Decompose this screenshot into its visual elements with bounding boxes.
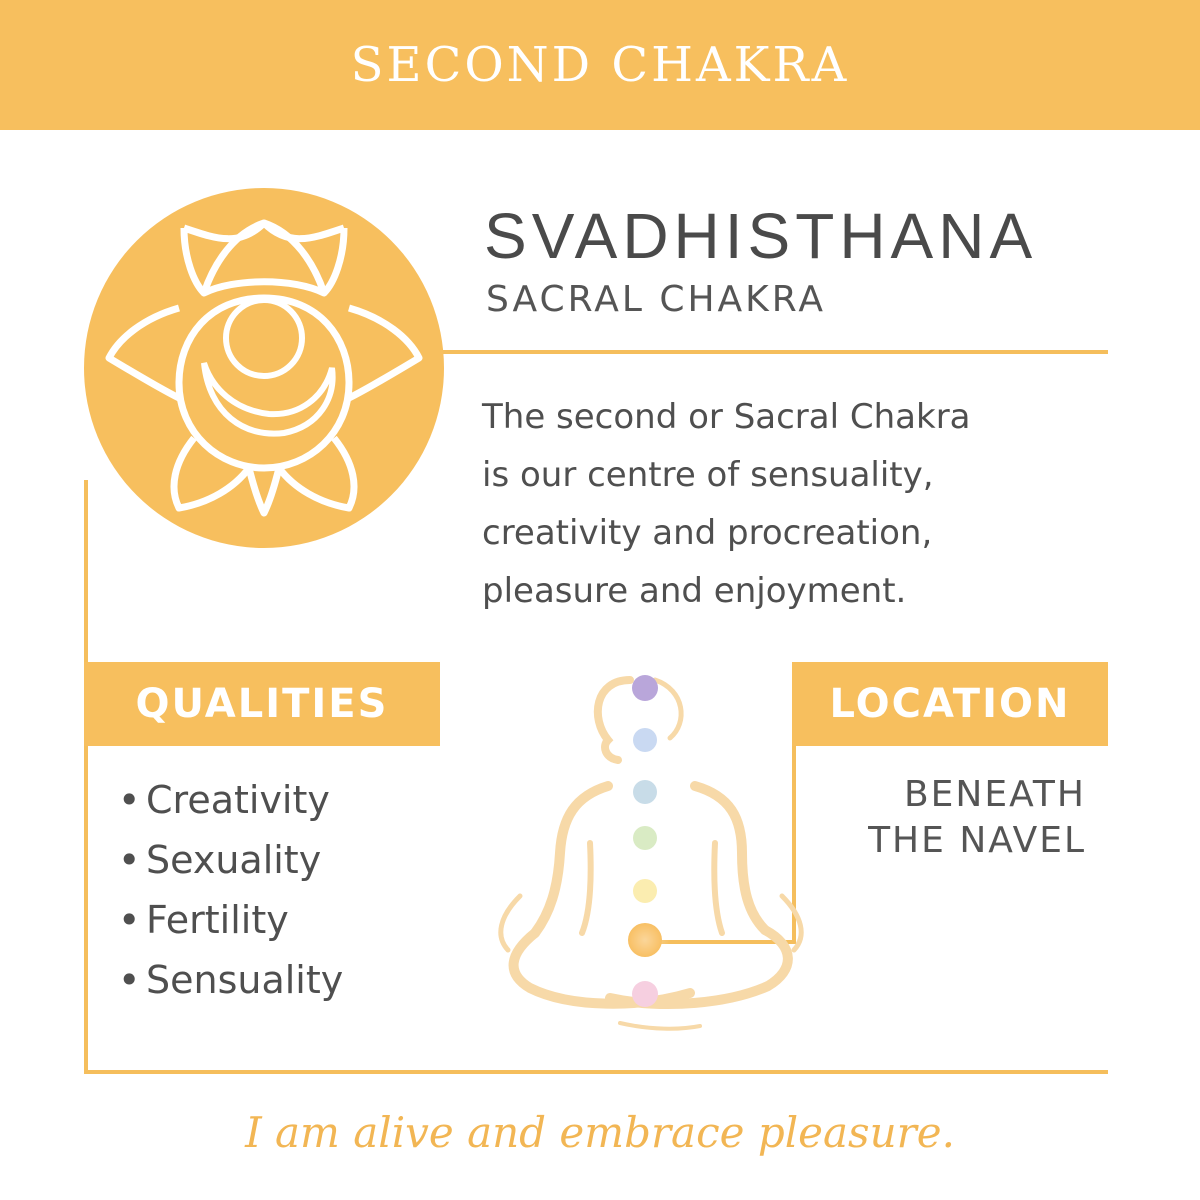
location-text — [800, 772, 1086, 864]
chakra-point-root — [632, 981, 658, 1007]
quality-label: Fertility — [146, 898, 289, 942]
frame-line-bottom — [84, 1070, 1108, 1074]
frame-line-top — [400, 350, 1108, 354]
quality-label: Sexuality — [146, 838, 322, 882]
quality-label: Creativity — [146, 778, 330, 822]
location-heading: LOCATION — [792, 662, 1108, 746]
description-line: is our centre of sensuality, — [482, 455, 934, 495]
description-line: creativity and procreation, — [482, 513, 933, 553]
qualities-heading: QUALITIES — [84, 662, 440, 746]
sacral-lotus-icon — [84, 188, 444, 548]
bullet: • — [118, 958, 141, 1002]
bullet: • — [118, 778, 141, 822]
location-line: THE NAVEL — [868, 820, 1086, 861]
qualities-list — [118, 770, 343, 1010]
chakra-point-third-eye — [633, 728, 657, 752]
chakra-english-name: SACRAL CHAKRA — [486, 279, 826, 320]
chakra-point-crown — [632, 675, 658, 701]
chakra-points — [619, 675, 671, 1007]
quality-label: Sensuality — [146, 958, 344, 1002]
page-title: SECOND CHAKRA — [350, 37, 850, 93]
meditating-figure-icon — [490, 668, 810, 1038]
bullet: • — [118, 898, 141, 942]
chakra-point-throat — [633, 780, 657, 804]
description-line: pleasure and enjoyment. — [482, 571, 907, 611]
chakra-point-heart — [633, 826, 657, 850]
bullet: • — [118, 838, 141, 882]
affirmation: I am alive and embrace pleasure. — [245, 1108, 955, 1157]
chakra-description — [482, 388, 1122, 620]
chakra-name: SVADHISTHANA — [484, 200, 1038, 272]
chakra-point-solar-plexus — [633, 879, 657, 903]
frame-line-left — [84, 480, 88, 1074]
location-line: BENEATH — [903, 774, 1086, 815]
quality-item — [118, 950, 343, 1010]
quality-item — [118, 890, 343, 950]
quality-item — [118, 830, 343, 890]
description-line: The second or Sacral Chakra — [482, 397, 971, 437]
quality-item — [118, 770, 343, 830]
